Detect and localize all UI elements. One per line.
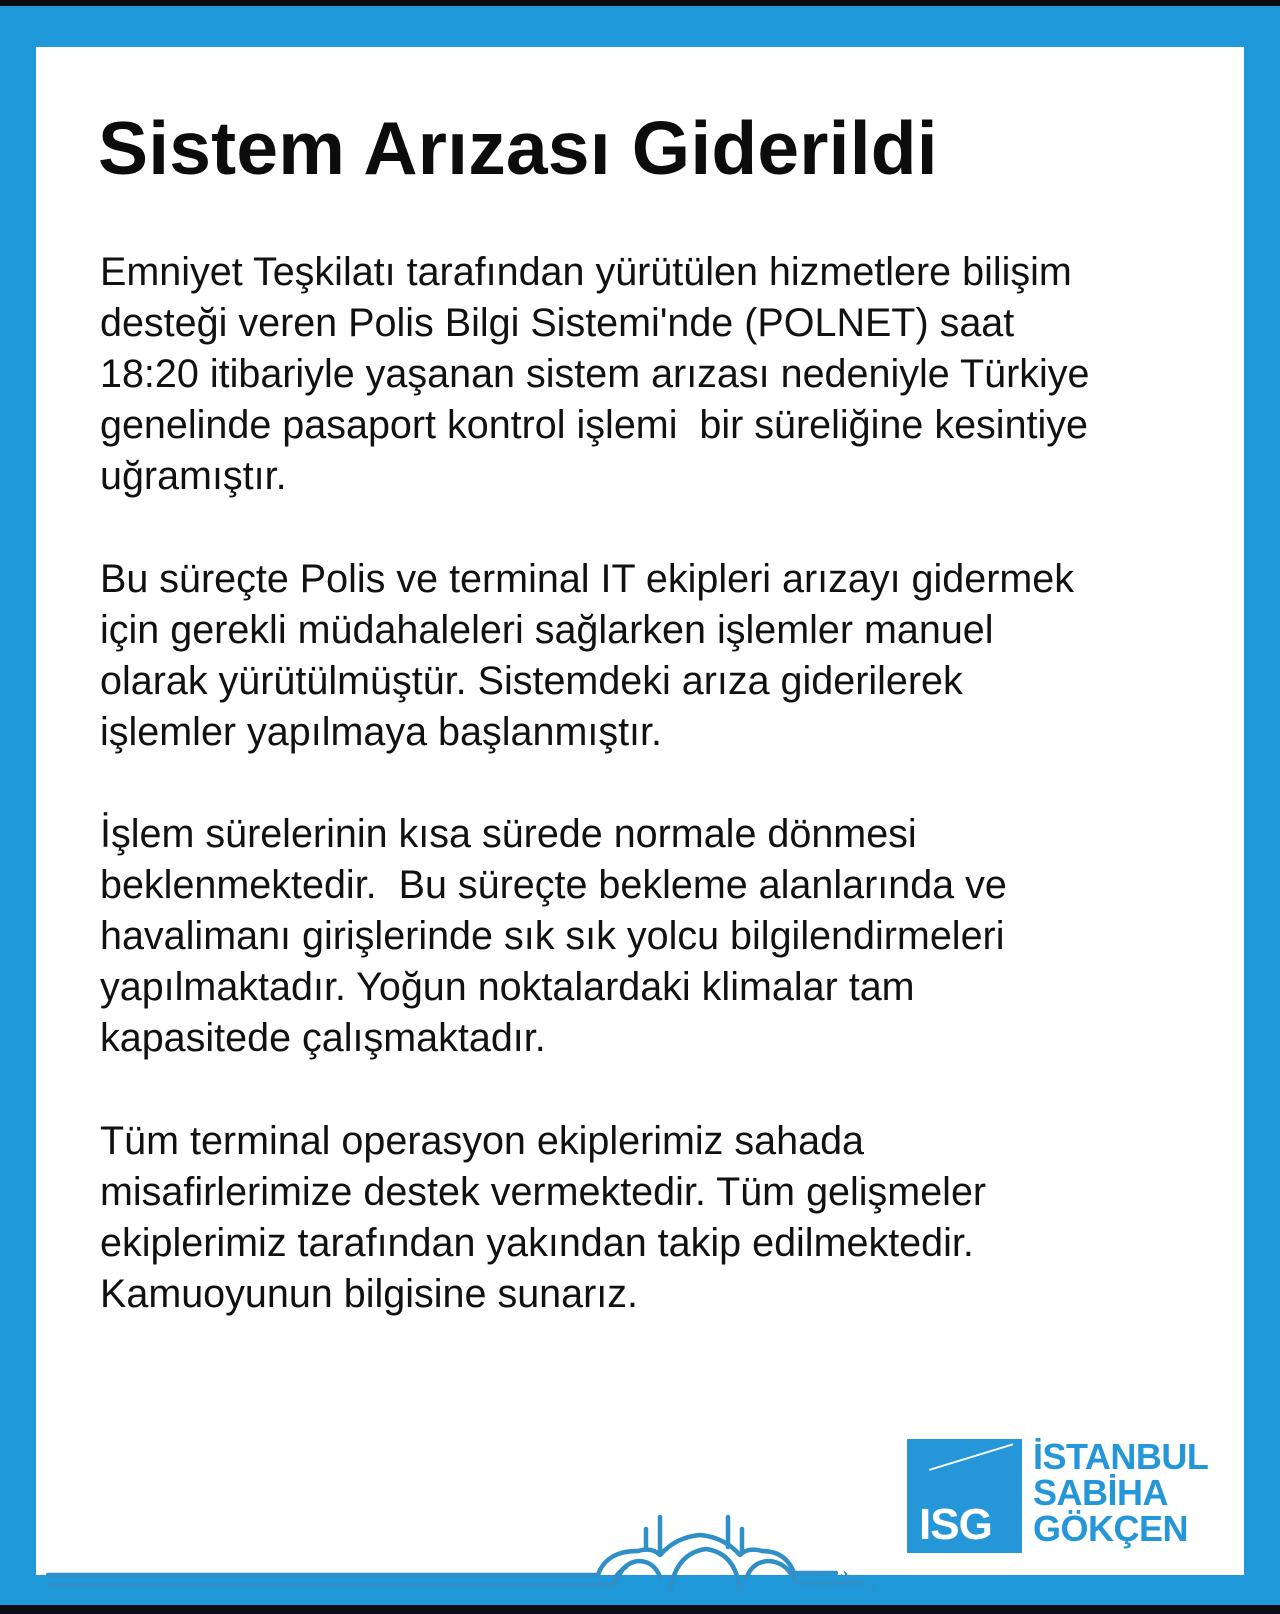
text-line: Kamuoyunun bilgisine sunarız. — [100, 1271, 638, 1316]
text-line: işlemler yapılmaya başlanmıştır. — [100, 709, 662, 754]
announcement-title: Sistem Arızası Giderildi — [98, 106, 938, 190]
mosque-skyline-icon — [46, 1487, 896, 1597]
announcement-body — [100, 247, 1220, 1371]
isg-logo-mark — [907, 1439, 1022, 1553]
logo-monogram: ISG — [919, 1500, 992, 1549]
text-line: Emniyet Teşkilatı tarafından yürütülen hizmetlere bilişim — [100, 250, 1072, 294]
text-line: havalimanı girişlerinde sık sık yolcu bilgilendirmeleri — [100, 914, 1005, 959]
paragraph-4 — [100, 1116, 1220, 1320]
logo-line: İSTANBUL — [1033, 1436, 1209, 1477]
logo-line: GÖKÇEN — [1033, 1508, 1189, 1549]
text-line: kapasitede çalışmaktadır. — [100, 1016, 546, 1061]
announcement-card — [36, 47, 1244, 1595]
text-line: ekiplerimiz tarafından yakından takip edilmektedir. — [100, 1220, 974, 1265]
logo-wordmark — [1033, 1436, 1209, 1549]
text-line: için gerekli müdahaleleri sağlarken işlemler manuel — [100, 607, 994, 652]
logo-line: SABİHA — [1033, 1472, 1169, 1513]
paragraph-2 — [100, 554, 1220, 758]
text-line: desteği veren Polis Bilgi Sistemi'nde (POLNET) saat — [100, 301, 1015, 346]
text-line: Tüm terminal operasyon ekiplerimiz sahada — [100, 1118, 865, 1163]
plane-icon: ✈ — [840, 1569, 851, 1584]
paragraph-3 — [100, 809, 1220, 1064]
runway-streak-icon — [929, 1443, 1014, 1471]
text-line: misafirlerimize destek vermektedir. Tüm gelişmeler — [100, 1169, 987, 1214]
plane-icon: ✈ — [868, 1580, 879, 1595]
text-line: beklenmektedir. Bu süreçte bekleme alanlarında ve — [100, 863, 1007, 908]
text-line: 18:20 itibariyle yaşanan sistem arızası nedeniyle Türkiye — [100, 352, 1090, 397]
blue-frame — [0, 6, 1280, 1605]
text-line: Bu süreçte Polis ve terminal IT ekipleri arızayı gidermek — [100, 556, 1074, 601]
text-line: olarak yürütülmüştür. Sistemdeki arıza giderilerek — [100, 658, 963, 703]
paragraph-1 — [100, 247, 1220, 502]
text-line: uğramıştır. — [100, 454, 287, 499]
text-line: İşlem sürelerinin kısa sürede normale dönmesi — [100, 812, 917, 857]
text-line: yapılmaktadır. Yoğun noktalardaki klimalar tam — [100, 965, 915, 1010]
text-line: genelinde pasaport kontrol işlemi bir süreliğine kesintiye — [100, 403, 1089, 448]
